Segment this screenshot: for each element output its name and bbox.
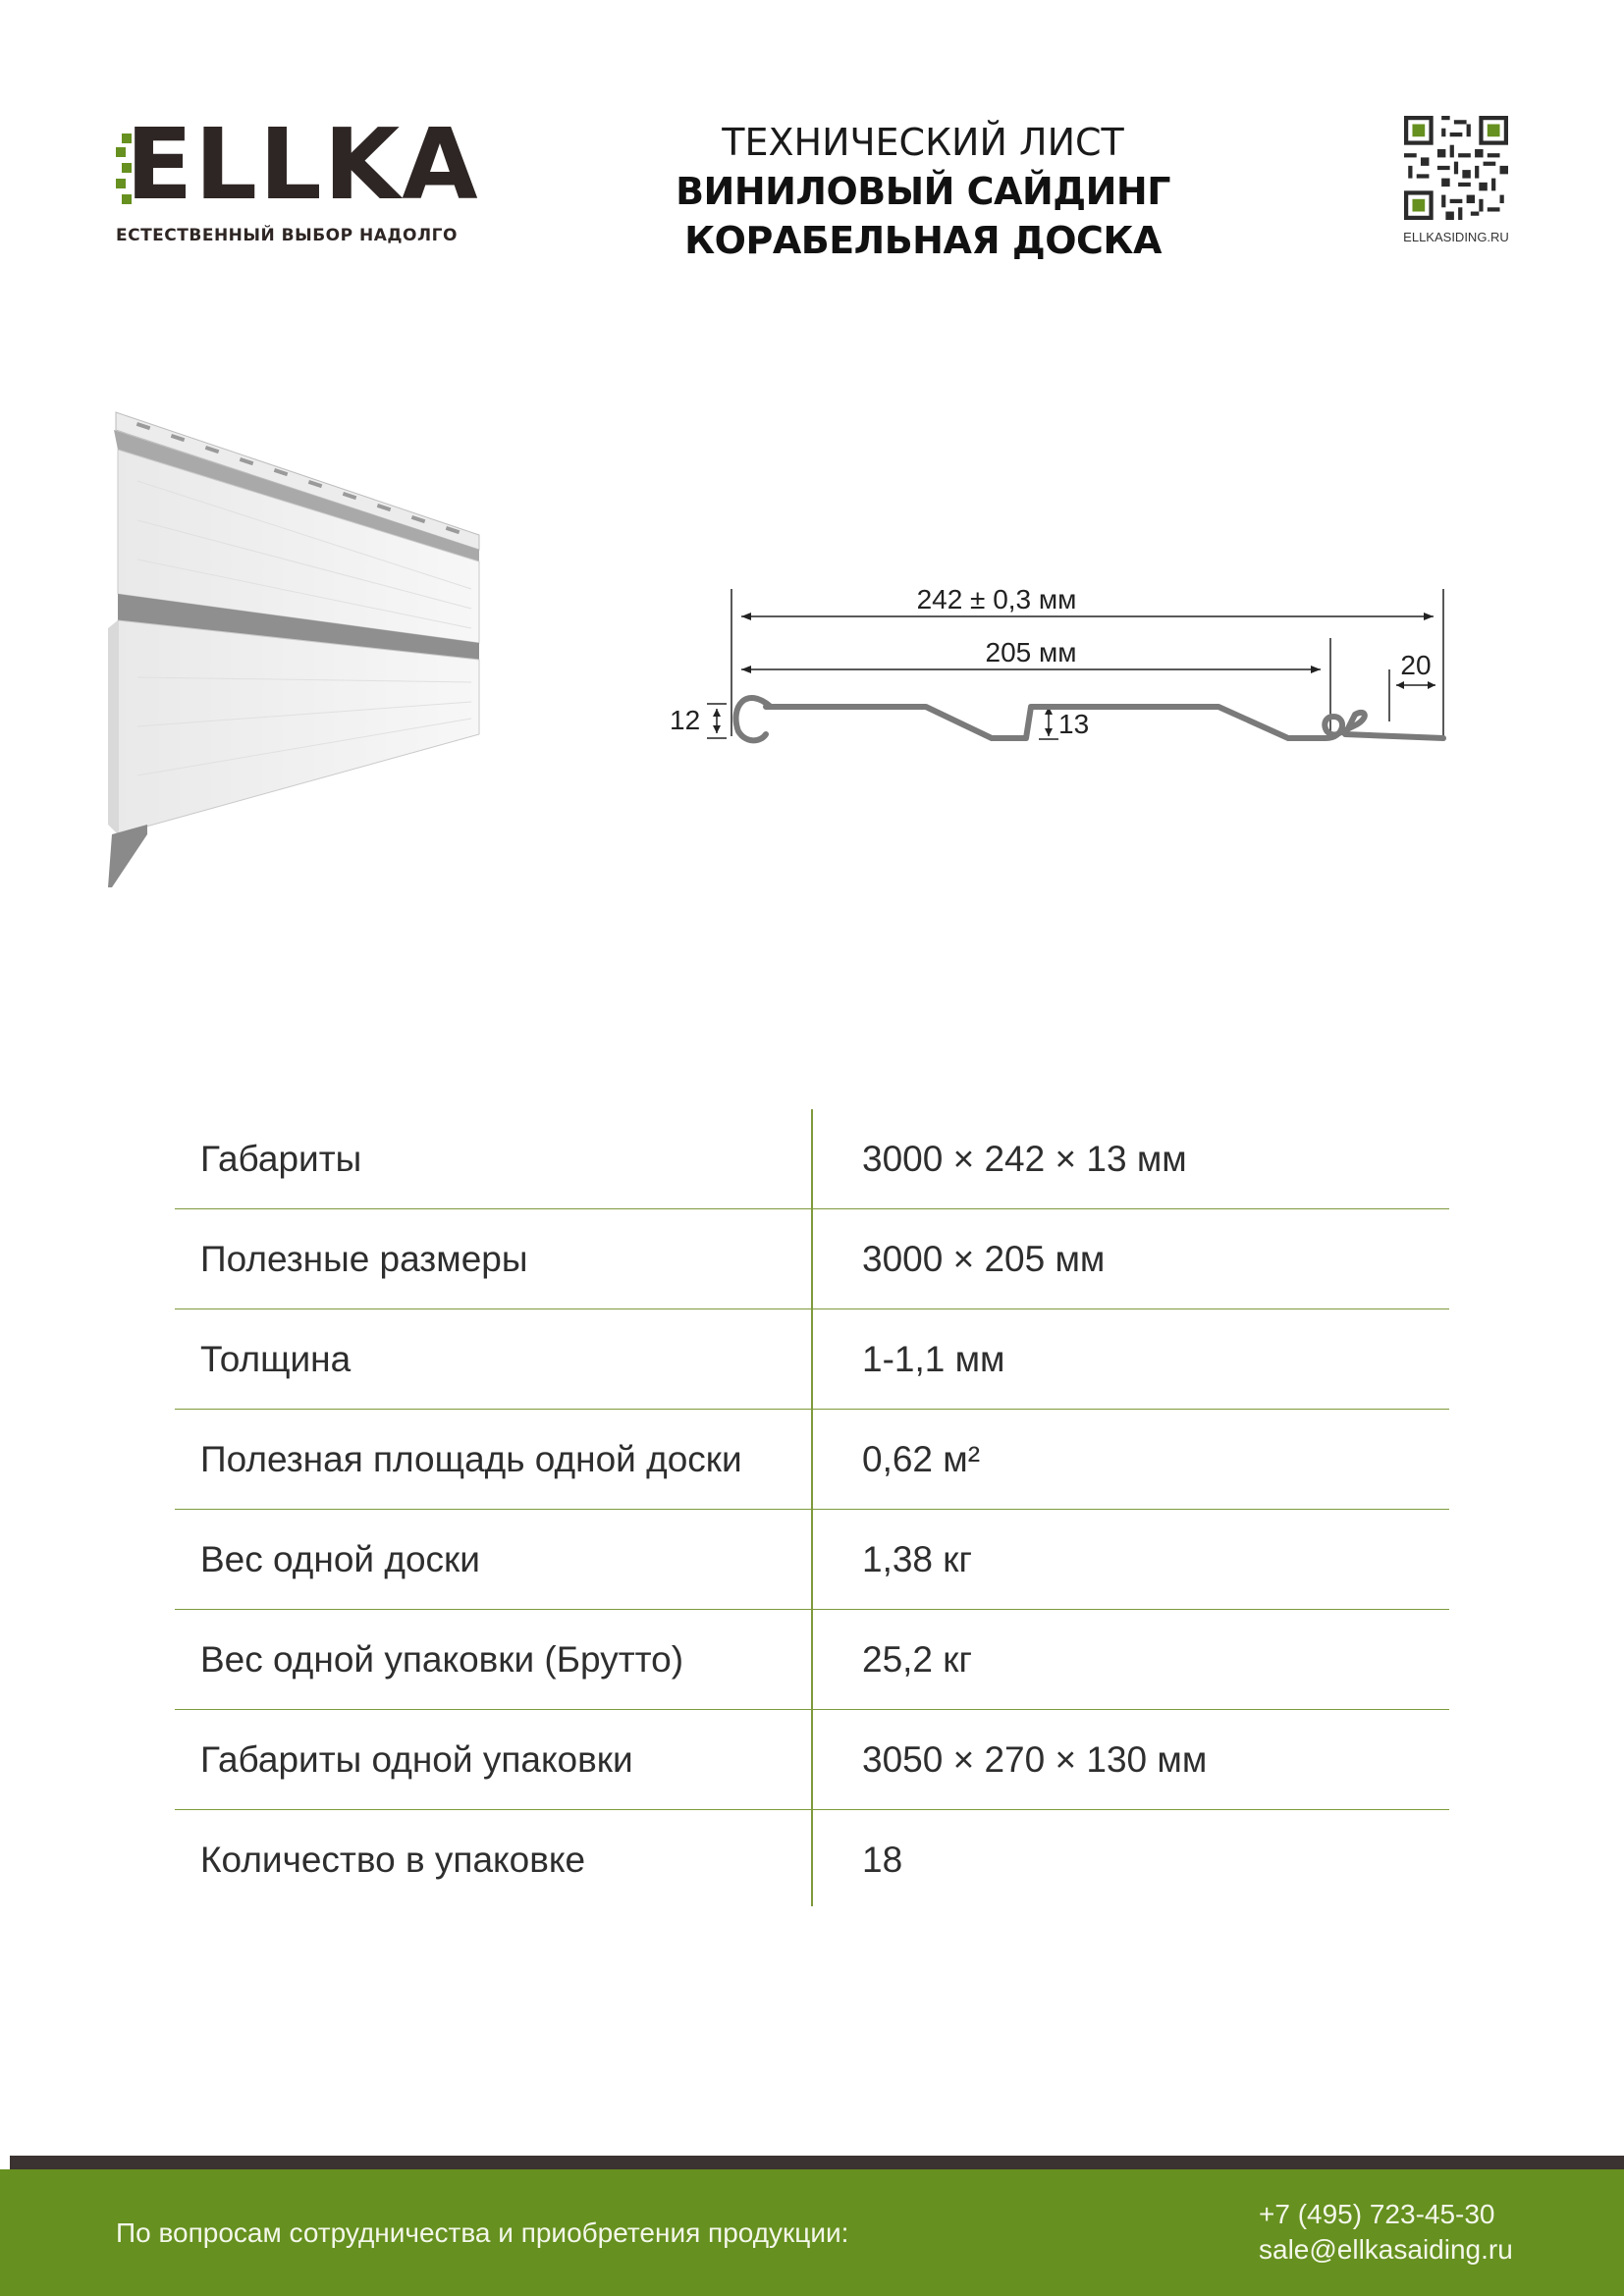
- footer-divider: [10, 2156, 1624, 2169]
- siding-panel-image: [108, 402, 491, 893]
- dim-useful-width: 205 мм: [985, 637, 1077, 667]
- dim-groove-depth: 13: [1058, 709, 1090, 739]
- qr-code-icon: [1404, 116, 1508, 220]
- spec-label: Полезные размеры: [200, 1239, 528, 1279]
- spec-label: Габариты: [200, 1139, 362, 1179]
- table-row: [175, 1309, 1449, 1410]
- table-row: [175, 1410, 1449, 1510]
- table-row: [175, 1510, 1449, 1610]
- spec-label: Вес одной упаковки (Брутто): [200, 1639, 684, 1680]
- table-row: [175, 1610, 1449, 1710]
- spec-value: 3000 × 205 мм: [862, 1239, 1106, 1279]
- dim-left-height: 12: [670, 705, 701, 735]
- spec-value: 0,62 м²: [862, 1439, 981, 1479]
- spec-label: Количество в упаковке: [200, 1840, 586, 1880]
- spec-value: 25,2 кг: [862, 1639, 972, 1680]
- dim-lock: 20: [1400, 650, 1432, 680]
- logo-wordmark: ELLKA: [126, 107, 480, 222]
- title-line-2: ВИНИЛОВЫЙ САЙДИНГ: [676, 170, 1170, 213]
- spec-value: 3000 × 242 × 13 мм: [862, 1139, 1187, 1179]
- qr-caption: ELLKASIDING.RU: [1403, 230, 1509, 244]
- spec-table: [175, 1109, 1449, 1909]
- table-row: [175, 1710, 1449, 1810]
- spec-value: 1-1,1 мм: [862, 1339, 1005, 1379]
- spec-value: 18: [862, 1840, 903, 1880]
- footer-message: По вопросам сотрудничества и приобретения продукции:: [116, 2217, 849, 2248]
- spec-label: Вес одной доски: [200, 1539, 480, 1579]
- spec-value: 1,38 кг: [862, 1539, 972, 1579]
- brand-logo: [116, 107, 480, 253]
- logo-tagline: ЕСТЕСТВЕННЫЙ ВЫБОР НАДОЛГО: [116, 226, 458, 245]
- table-row: [175, 1209, 1449, 1309]
- spec-label: Толщина: [200, 1339, 352, 1379]
- footer-phone-link[interactable]: +7 (495) 723-45-30: [1259, 2199, 1495, 2229]
- table-row: [175, 1810, 1449, 1909]
- table-row: [175, 1109, 1449, 1209]
- profile-drawing: [638, 569, 1473, 766]
- spec-label: Полезная площадь одной доски: [200, 1439, 742, 1479]
- document-title: [628, 118, 1218, 265]
- title-line-1: ТЕХНИЧЕСКИЙ ЛИСТ: [722, 121, 1124, 164]
- title-line-3: КОРАБЕЛЬНАЯ ДОСКА: [684, 219, 1162, 262]
- spec-value: 3050 × 270 × 130 мм: [862, 1739, 1208, 1780]
- spec-label: Габариты одной упаковки: [200, 1739, 633, 1780]
- footer-email-link[interactable]: sale@ellkasaiding.ru: [1259, 2234, 1513, 2265]
- footer: [0, 2169, 1624, 2296]
- dim-total-width: 242 ± 0,3 мм: [916, 584, 1077, 614]
